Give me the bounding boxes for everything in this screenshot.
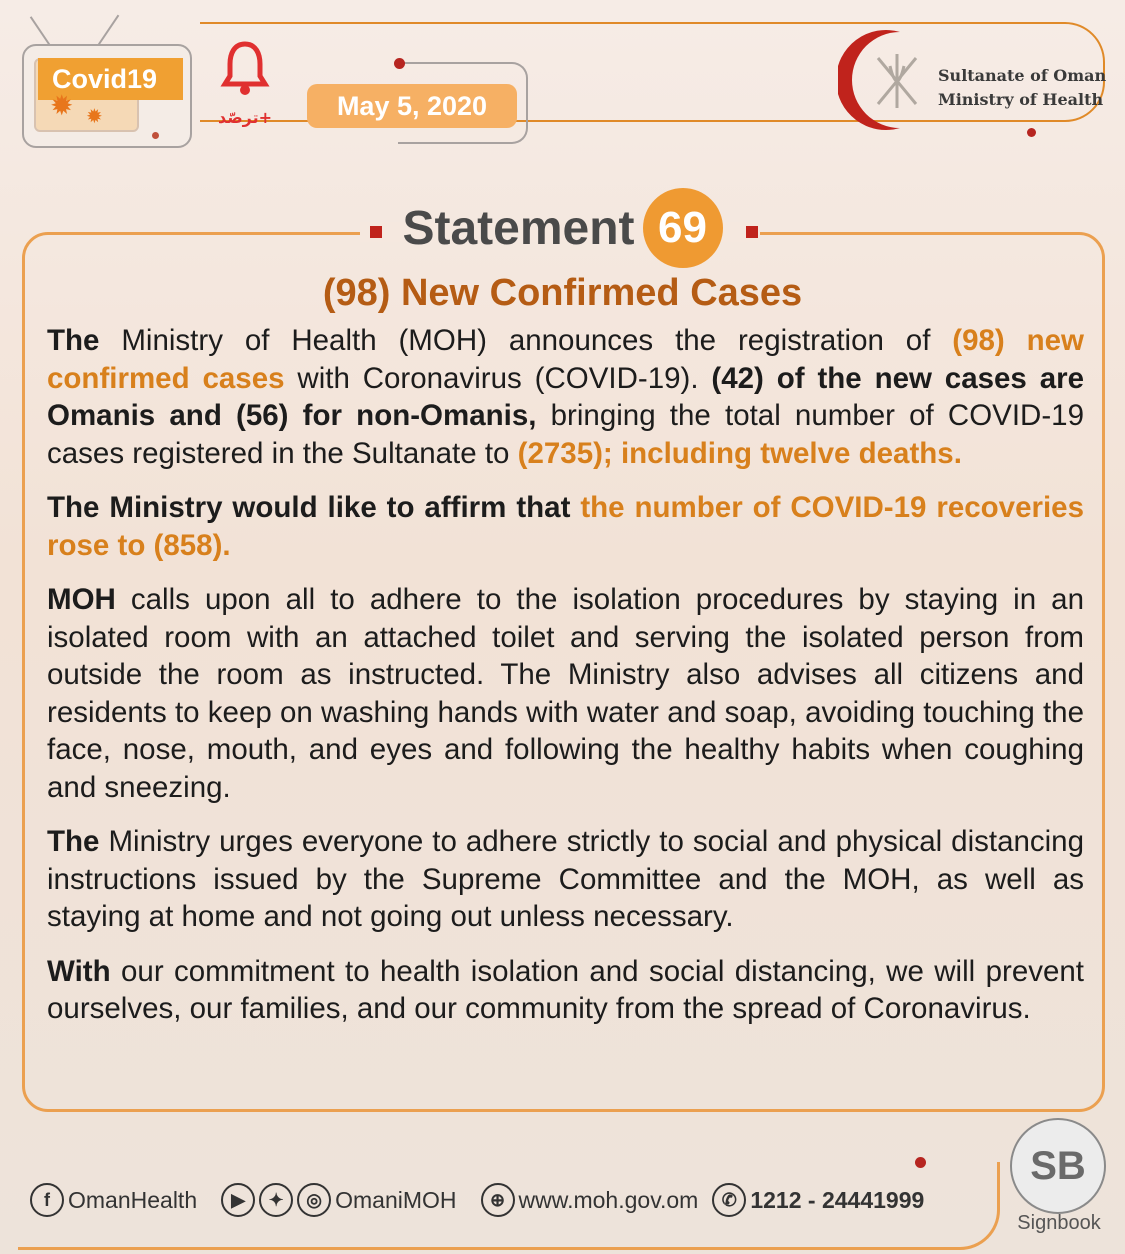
p4-lead: The — [47, 825, 100, 858]
paragraph-4 — [47, 823, 1084, 936]
statement-header — [0, 188, 1125, 258]
signbook-label: Signbook — [1017, 1212, 1101, 1234]
ministry-line1: Sultanate of Oman — [938, 66, 1107, 85]
footer-contacts — [30, 1180, 924, 1220]
frame-dot — [915, 1157, 926, 1168]
p1-highlight-total: (2735); including twelve deaths. — [517, 436, 962, 470]
p1-breakdown: (42) of the new cases are Omanis and (56) for non-Omanis, — [47, 361, 1084, 432]
p3-text: calls upon all to adhere to the isolation procedures by staying in an isolated room with an attached toilet and serving the isolated person from outside the room as instructed. The Ministry also advises all citizens and residents to keep on washing hands with water and soap, avoiding touching the face, nose, mouth, and eyes and following the healthy habits when coughing and sneezing. — [47, 583, 1084, 804]
frame-dot — [394, 58, 405, 69]
statement-title: Statement — [402, 201, 635, 255]
website-link[interactable]: www.moh.gov.om — [518, 1186, 699, 1213]
p2-highlight-recoveries: the number of COVID-19 recoveries rose to (858). — [47, 491, 1084, 562]
p1-highlight-cases: (98) new confirmed cases — [47, 324, 1085, 395]
social-handle[interactable]: OmaniMOH — [335, 1186, 457, 1213]
p1-lead: The — [47, 324, 100, 357]
alert-bell — [205, 40, 285, 140]
p4-text: Ministry urges everyone to adhere strictly to social and physical distancing instructions issued by the Supreme Committee and the MOH, as well as staying at home and not going out unless necessary. — [47, 825, 1084, 933]
statement-body — [47, 322, 1084, 1045]
p3-lead: MOH — [47, 583, 116, 616]
paragraph-3 — [47, 581, 1084, 806]
covid-badge: Covid19 — [38, 58, 183, 100]
p1-text: bringing the total number of COVID-19 cases registered in the Sultanate to — [47, 399, 1084, 470]
date-badge: May 5, 2020 — [307, 84, 517, 128]
p5-lead: With — [47, 954, 111, 988]
paragraph-2 — [47, 489, 1084, 564]
instagram-icon[interactable]: ◎ — [297, 1183, 331, 1217]
youtube-icon[interactable]: ▶ — [221, 1183, 255, 1217]
paragraph-5 — [47, 953, 1084, 1028]
headline: (98) New Confirmed Cases — [322, 272, 803, 314]
p2-lead: The Ministry would like to affirm that — [47, 491, 581, 524]
bell-icon — [220, 40, 270, 96]
tv-knob — [152, 132, 159, 139]
ministry-name — [938, 64, 1108, 112]
facebook-icon[interactable]: f — [30, 1183, 64, 1217]
frame-dot — [1027, 128, 1036, 137]
p1-text: with Coronavirus (COVID-19). — [284, 361, 712, 395]
signbook-logo-mark: SB — [1030, 1144, 1086, 1188]
phone-icon: ✆ — [712, 1183, 746, 1217]
phone-number[interactable]: 1212 - 24441999 — [750, 1186, 925, 1213]
p5-text: our commitment to health isolation and social distancing, we will prevent ourselves, our families, and our community from the spread of Coronavirus. — [47, 954, 1084, 1025]
p1-text: Ministry of Health (MOH) announces the registration of — [99, 324, 953, 357]
globe-icon: ⊕ — [481, 1183, 515, 1217]
virus-icon: ✹ — [50, 89, 74, 122]
ministry-line2: Ministry of Health — [938, 90, 1104, 109]
paragraph-1 — [47, 322, 1084, 472]
statement-number: 69 — [643, 188, 723, 268]
signbook-logo — [1010, 1118, 1106, 1214]
moh-logo-icon — [838, 26, 938, 134]
facebook-handle[interactable]: OmanHealth — [68, 1186, 198, 1213]
twitter-icon[interactable]: ✦ — [259, 1183, 293, 1217]
virus-icon: ✹ — [86, 104, 103, 128]
bell-label: ترصّد+ — [217, 108, 273, 127]
